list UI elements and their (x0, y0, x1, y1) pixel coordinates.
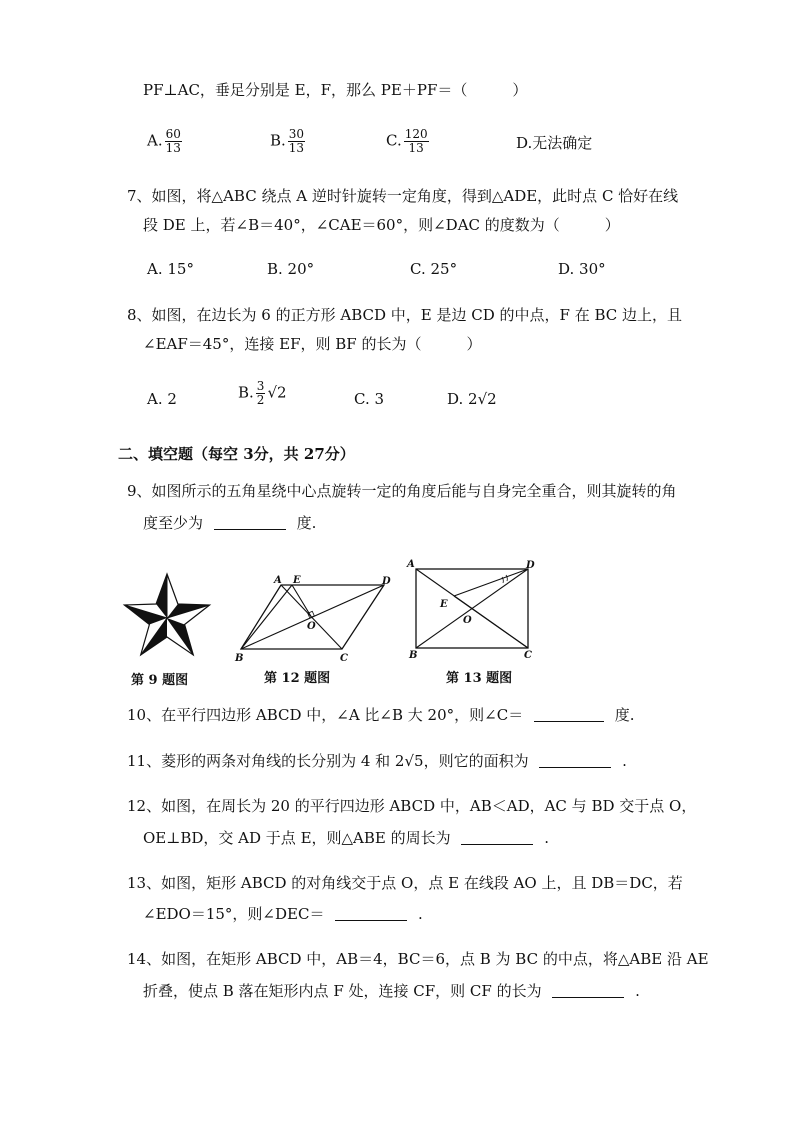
fig12-label-d: D (382, 576, 391, 587)
q13-text-post: . (418, 905, 423, 923)
answer-blank[interactable] (534, 707, 604, 722)
answer-blank[interactable] (539, 753, 611, 768)
q6-option-a (147, 128, 184, 155)
q14-line-1: 14、如图，在矩形 ABCD 中，AB＝4，BC＝6，点 B 为 BC 的中点，将△ABE 沿 AE (127, 950, 709, 968)
answer-blank[interactable] (552, 983, 624, 998)
q13-line-1: 13、如图，矩形 ABCD 的对角线交于点 O，点 E 在线段 AO 上，且 DB＝DC，若 (127, 874, 683, 892)
q14-text-post: . (635, 982, 640, 1000)
q12-text-pre: OE⊥BD，交 AD 于点 E，则△ABE 的周长为 (143, 829, 451, 847)
q7-option-c: C. 25° (410, 260, 458, 278)
option-fraction (256, 380, 266, 407)
q11-text-pre: 11、菱形的两条对角线的长分别为 4 和 2√5，则它的面积为 (127, 752, 529, 770)
fraction-numerator: 60 (165, 127, 181, 141)
q8-option-c: C. 3 (354, 390, 385, 408)
q8-option-d: D. 2√2 (447, 390, 497, 408)
q7-option-b: B. 20° (267, 260, 315, 278)
q7-option-d: D. 30° (558, 260, 606, 278)
q14-text-pre: 折叠，使点 B 落在矩形内点 F 处，连接 CF，则 CF 的长为 (143, 982, 542, 1000)
fig13-label-d: D (526, 560, 535, 571)
q7-line-1: 7、如图，将△ABC 绕点 A 逆时针旋转一定角度，得到△ADE，此时点 C 恰好在线 (127, 187, 679, 205)
fig13-label-e: E (440, 599, 448, 610)
option-root: √2 (267, 383, 287, 402)
q8-line-2: ∠EAF＝45°，连接 EF，则 BF 的长为（ ） (143, 335, 482, 353)
q7-option-a: A. 15° (147, 260, 194, 278)
q9-line-2 (143, 513, 316, 533)
q10-text-post: 度. (614, 706, 635, 724)
fig12-label-c: C (340, 653, 348, 664)
option-letter: A. (147, 131, 163, 150)
option-text: 无法确定 (532, 134, 593, 152)
figure-12-parallelogram (232, 574, 398, 666)
fraction-numerator: 120 (404, 127, 428, 141)
fraction-numerator: 30 (288, 127, 305, 141)
fig12-label-o: O (307, 621, 316, 632)
fig12-label-b: B (235, 653, 244, 664)
fig13-label-a: A (407, 559, 415, 570)
q8-line-1: 8、如图，在边长为 6 的正方形 ABCD 中，E 是边 CD 的中点，F 在 BC 边上，且 (127, 306, 683, 324)
answer-blank[interactable] (335, 906, 407, 921)
figure-13-caption: 第 13 题图 (446, 671, 513, 686)
fig13-label-o: O (463, 615, 472, 626)
q6-option-d (516, 133, 592, 153)
fraction-denominator: 13 (288, 141, 305, 155)
q8-option-b (238, 380, 287, 407)
q6-option-b (270, 128, 307, 155)
fraction-denominator: 2 (256, 393, 265, 407)
q11 (127, 751, 627, 771)
q14-line-2 (143, 981, 640, 1001)
option-fraction (404, 128, 429, 155)
q7-line-2: 段 DE 上，若∠B＝40°，∠CAE＝60°，则∠DAC 的度数为（ ） (143, 216, 620, 234)
q13-text-pre: ∠EDO＝15°，则∠DEC＝ (143, 905, 325, 923)
answer-blank[interactable] (461, 830, 533, 845)
q9-text-post: 度. (296, 514, 317, 532)
option-fraction (165, 128, 182, 155)
q6-option-c (386, 128, 431, 155)
option-letter: B. (238, 383, 254, 402)
q10 (127, 705, 635, 725)
fraction-denominator: 13 (165, 141, 181, 155)
fig12-label-e: E (293, 575, 301, 586)
figure-12-caption: 第 12 题图 (264, 671, 331, 686)
q12-text-post: . (544, 829, 549, 847)
fig12-label-a: A (274, 575, 282, 586)
fig13-label-b: B (409, 650, 418, 661)
section-heading: 二、填空题（每空 3分，共 27分） (118, 445, 355, 463)
q11-text-post: . (622, 752, 627, 770)
fraction-denominator: 13 (408, 141, 424, 155)
fraction-numerator: 3 (256, 379, 265, 393)
option-fraction (288, 128, 305, 155)
q9-line-1: 9、如图所示的五角星绕中心点旋转一定的角度后能与自身完全重合，则其旋转的角 (127, 482, 677, 500)
figure-9-caption: 第 9 题图 (131, 673, 189, 688)
q13-line-2 (143, 904, 423, 924)
q12-line-2 (143, 828, 549, 848)
q12-line-1: 12、如图，在周长为 20 的平行四边形 ABCD 中，AB＜AD，AC 与 BD 交于点 O， (127, 797, 697, 815)
q8-option-a: A. 2 (147, 390, 177, 408)
figure-13-rectangle (404, 558, 536, 662)
option-letter: D. (516, 134, 533, 152)
fig13-label-c: C (524, 650, 532, 661)
option-letter: C. (386, 131, 402, 150)
answer-blank[interactable] (214, 515, 286, 530)
figure-9-star (121, 572, 213, 658)
q9-text-pre: 度至少为 (143, 514, 204, 532)
option-letter: B. (270, 131, 286, 150)
q6-stem-tail: PF⊥AC，垂足分别是 E，F，那么 PE＋PF＝（ ） (143, 81, 528, 99)
q10-text-pre: 10、在平行四边形 ABCD 中，∠A 比∠B 大 20°，则∠C＝ (127, 706, 524, 724)
